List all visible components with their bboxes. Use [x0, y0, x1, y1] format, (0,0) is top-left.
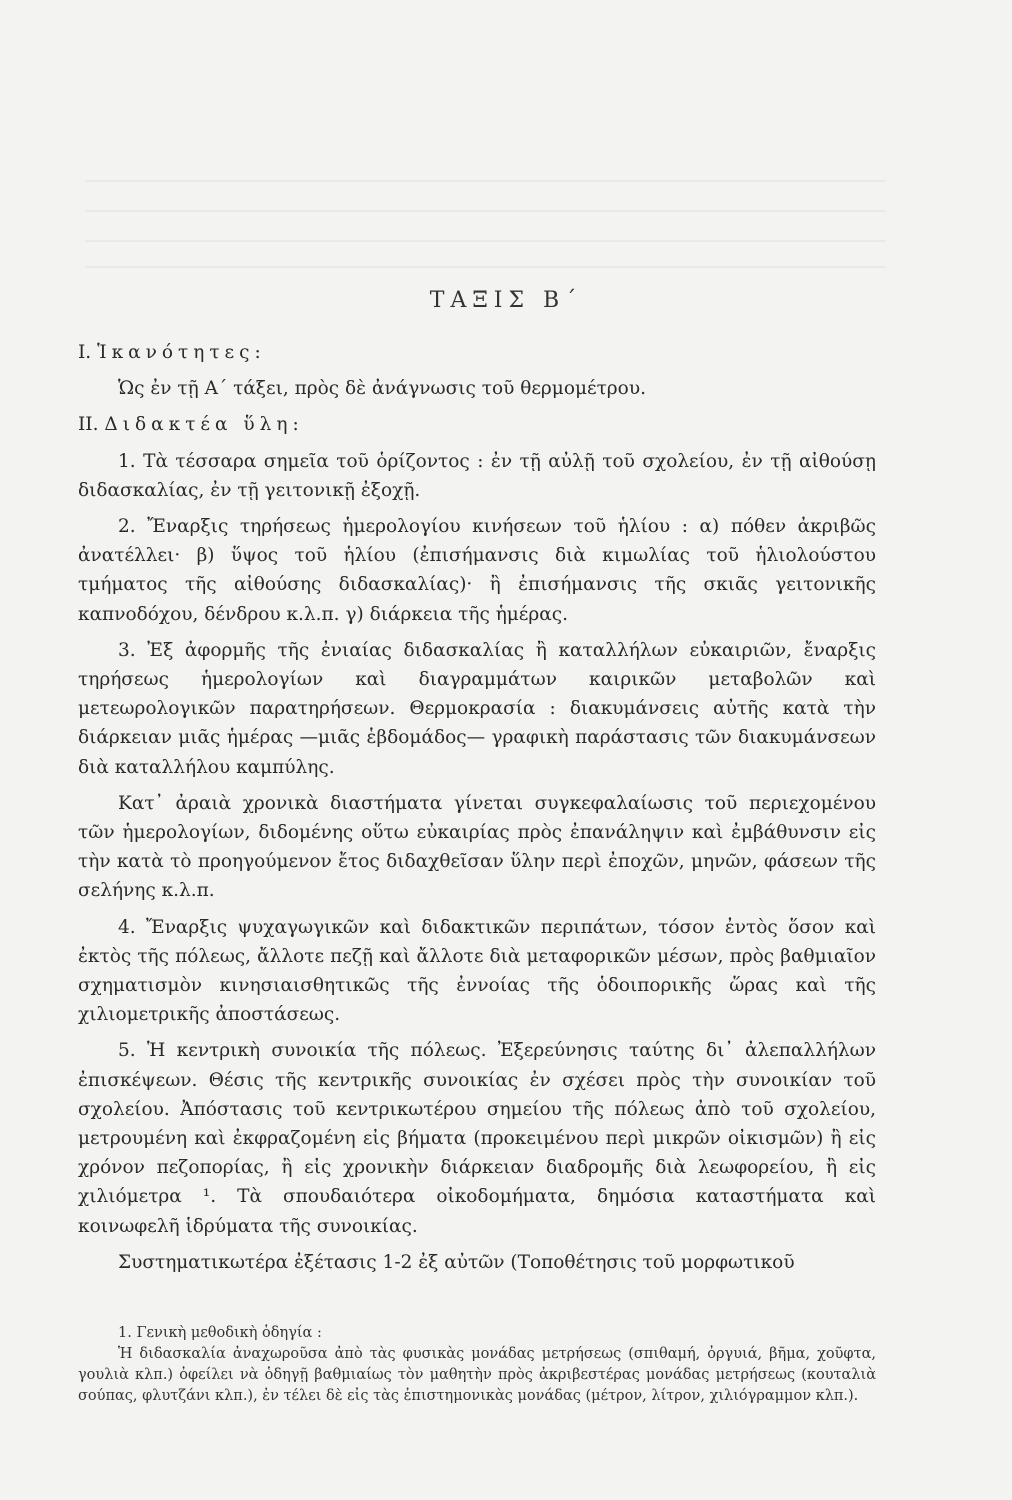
footnote-1-text: Ἡ διδασκαλία ἀναχωροῦσα ἀπὸ τὰς φυσικὰς μονάδας μετρήσεως (σπιθαμή, ὀργυιά, βῆμα, χοῦφτα, γουλιὰ κλπ.) ὀφείλει νὰ ὁδηγῇ βαθμιαίως τὸν μαθητὴν πρὸς ἀκριβεστέρας μονάδας μετρήσεως (κουταλιὰ σούπας, φλυτζάνι κλπ.), ἐν τέλει δὲ εἰς τὰς ἐπιστημονικὰς μονάδας (μέτρον, λίτρον, χιλιόγραμμον κλπ.). [78, 1346, 876, 1404]
section-1-text: Ὡς ἐν τῇ Α΄ τάξει, πρὸς δὲ ἀνάγνωσις τοῦ θερμομέτρου. [118, 378, 646, 400]
item-3-continuation: Κατ᾽ ἀραιὰ χρονικὰ διαστήματα γίνεται συγκεφαλαίωσις τοῦ περιεχομένου τῶν ἡμερολογίων, διδομένης οὕτω εὐκαιρίας πρὸς ἐπανάληψιν καὶ ἐμβάθυνσιν εἰς τὴν κατὰ τὸ προηγούμενον ἔτος διδαχθεῖσαν ὕλην περὶ ἐποχῶν, μηνῶν, φάσεων τῆς σελήνης κ.λ.π. [78, 792, 876, 902]
item-4: 4. Ἔναρξις ψυχαγωγικῶν καὶ διδακτικῶν περιπάτων, τόσον ἐντὸς ὅσον καὶ ἐκτὸς τῆς πόλεως, ἄλλοτε πεζῇ καὶ ἄλλοτε διὰ μεταφορικῶν μέσων, πρὸς βαθμιαῖον σχηματισμὸν κινησιαισθητικῶς τῆς ἐννοίας τῆς ὁδοιπορικῆς ὥρας καὶ τῆς χιλιομετρικῆς ἀποστάσεως. [78, 916, 876, 1026]
bleed-line [85, 180, 885, 182]
section-2-heading [78, 410, 876, 439]
item-2: 2. Ἔναρξις τηρήσεως ἡμερολογίου κινήσεων τοῦ ἡλίου : α) πόθεν ἀκριβῶς ἀνατέλλει· β) ὕψος τοῦ ἡλίου (ἐπισήμανσις διὰ κιμωλίας τοῦ ἡλιολούστου τμήματος τῆς αἰθούσης διδασκαλίας)· ἢ ἐπισήμανσις τῆς σκιᾶς γειτονικῆς καπνοδόχου, δένδρου κ.λ.π. γ) διάρκεια τῆς ἡμέρας. [78, 516, 876, 625]
section-1-number: Ι. [78, 342, 92, 363]
page-title: ΤΑΞΙΣ Β΄ [429, 288, 583, 313]
footnotes [78, 1323, 876, 1407]
body-text [78, 338, 876, 1277]
bleed-line [85, 210, 885, 212]
item-5: 5. Ἡ κεντρικὴ συνοικία τῆς πόλεως. Ἐξερεύνησις ταύτης δι᾽ ἀλεπαλλήλων ἐπισκέψεων. Θέσις τῆς κεντρικῆς συνοικίας ἐν σχέσει πρὸς τὴν συνοικίαν τοῦ σχολείου. Ἀπόστασις τοῦ κεντρικωτέρου σημείου τῆς πόλεως ἀπὸ τοῦ σχολείου, μετρουμένη καὶ ἐκφραζομένη εἰς βήματα (προκειμένου περὶ μικρῶν οἰκισμῶν) ἢ εἰς χρόνον πεζοπορίας, ἢ εἰς χρονικὴν διάρκειαν διαδρομῆς διὰ λεωφορείου, ἢ εἰς χιλιόμετρα ¹. Τὰ σπουδαιότερα οἰκοδομήματα, δημόσια καταστήματα καὶ κοινωφελῆ ἱδρύματα τῆς συνοικίας. [78, 1040, 876, 1237]
item-1: 1. Τὰ τέσσαρα σημεῖα τοῦ ὁρίζοντος : ἐν τῇ αὐλῇ τοῦ σχολείου, ἐν τῇ αἰθούσῃ διδασκαλίας, ἐν τῇ γειτονικῇ ἐξοχῇ. [78, 450, 876, 501]
section-1-heading [78, 338, 876, 367]
section-2-number: ΙΙ. [78, 414, 99, 436]
item-3: 3. Ἐξ ἀφορμῆς τῆς ἐνιαίας διδασκαλίας ἢ καταλλήλων εὐκαιριῶν, ἔναρξις τηρήσεως ἡμερολογίων καὶ διαγραμμάτων καιρικῶν μεταβολῶν καὶ μετεωρολογικῶν παρατηρήσεων. Θερμοκρασία : διακυμάνσεις αὐτῆς κατὰ τὴν διάρκειαν μιᾶς ἡμέρας —μιᾶς ἑβδομάδος— γραφικὴ παράστασις τῶν διακυμάνσεων διὰ καταλλήλου καμπύλης. [78, 639, 876, 778]
section-2-title: Διδακτέα ὕλη: [104, 414, 304, 436]
item-5-continuation: Συστηματικωτέρα ἐξέτασις 1-2 ἐξ αὐτῶν (Τοποθέτησις τοῦ μορφωτικοῦ [118, 1251, 795, 1273]
footnote-1-label: 1. Γενικὴ μεθοδικὴ ὁδηγία : [118, 1325, 322, 1341]
bleed-line [85, 266, 885, 268]
bleed-line [85, 240, 885, 242]
section-1-title: Ἱκανότητες: [97, 342, 266, 363]
